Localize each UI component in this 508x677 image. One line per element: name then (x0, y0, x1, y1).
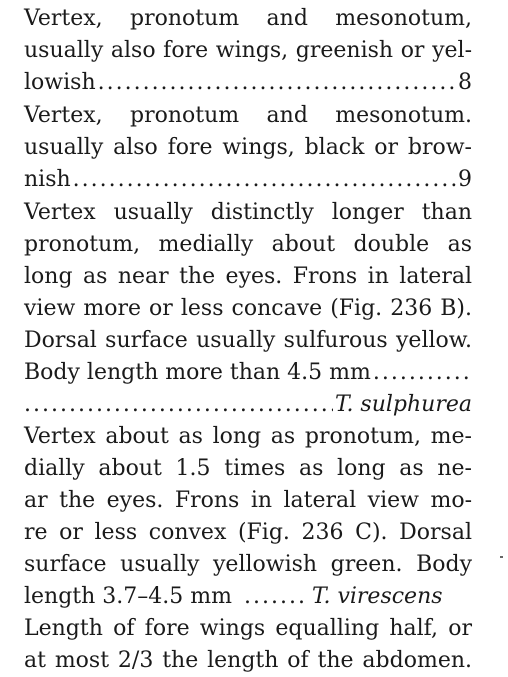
text-line: view more or less concave (Fig. 236 B). (24, 296, 472, 321)
text-line: usually also fore wings, greenish or yel- (24, 38, 472, 63)
text-line: ar the eyes. Frons in lateral view mo- (24, 488, 472, 513)
leader-dots (98, 68, 456, 98)
text-fragment: nish (24, 167, 71, 192)
text-line: Vertex about as long as pronotum, me- (24, 424, 472, 449)
text-line: Vertex usually distinctly longer than (24, 200, 472, 225)
leader-dots (73, 165, 456, 195)
couplet-number: 9 (458, 167, 472, 192)
text-fragment: Body length more than 4.5 mm (24, 360, 371, 385)
text-line: Vertex, pronotum and mesonotum. (24, 103, 472, 128)
text-line: dially about 1.5 times as long as ne- (24, 456, 472, 481)
leader-dots (24, 390, 333, 420)
text-line: Length of fore wings equalling half, or (24, 616, 472, 641)
text-line: at most 2/3 the length of the abdomen. (24, 648, 472, 673)
key-entry-line (24, 68, 472, 98)
species-name: T. sulphurea (335, 392, 472, 417)
text-line: Vertex, pronotum and mesonotum, (24, 6, 472, 31)
text-line: surface usually yellowish green. Body (24, 552, 472, 577)
text-line: Dorsal surface usually sulfurous yellow. (24, 328, 472, 353)
leader-dots (244, 582, 306, 612)
text-line: pronotum, medially about double as (24, 232, 472, 257)
species-name: T. virescens (312, 584, 443, 609)
key-entry-line (24, 165, 472, 195)
text-fragment: length 3.7–4.5 mm (24, 584, 233, 609)
print-speck (500, 556, 503, 558)
text-line: long as near the eyes. Frons in lateral (24, 264, 472, 289)
text-line: re or less convex (Fig. 236 C). Dorsal (24, 520, 472, 545)
text-fragment: lowish (24, 70, 96, 95)
leader-dots (373, 358, 470, 388)
couplet-number: 8 (458, 70, 472, 95)
text-line: usually also fore wings, black or brow- (24, 135, 472, 160)
key-entry-line (24, 390, 472, 420)
key-entry-line (24, 358, 472, 388)
key-entry-line (24, 582, 472, 612)
